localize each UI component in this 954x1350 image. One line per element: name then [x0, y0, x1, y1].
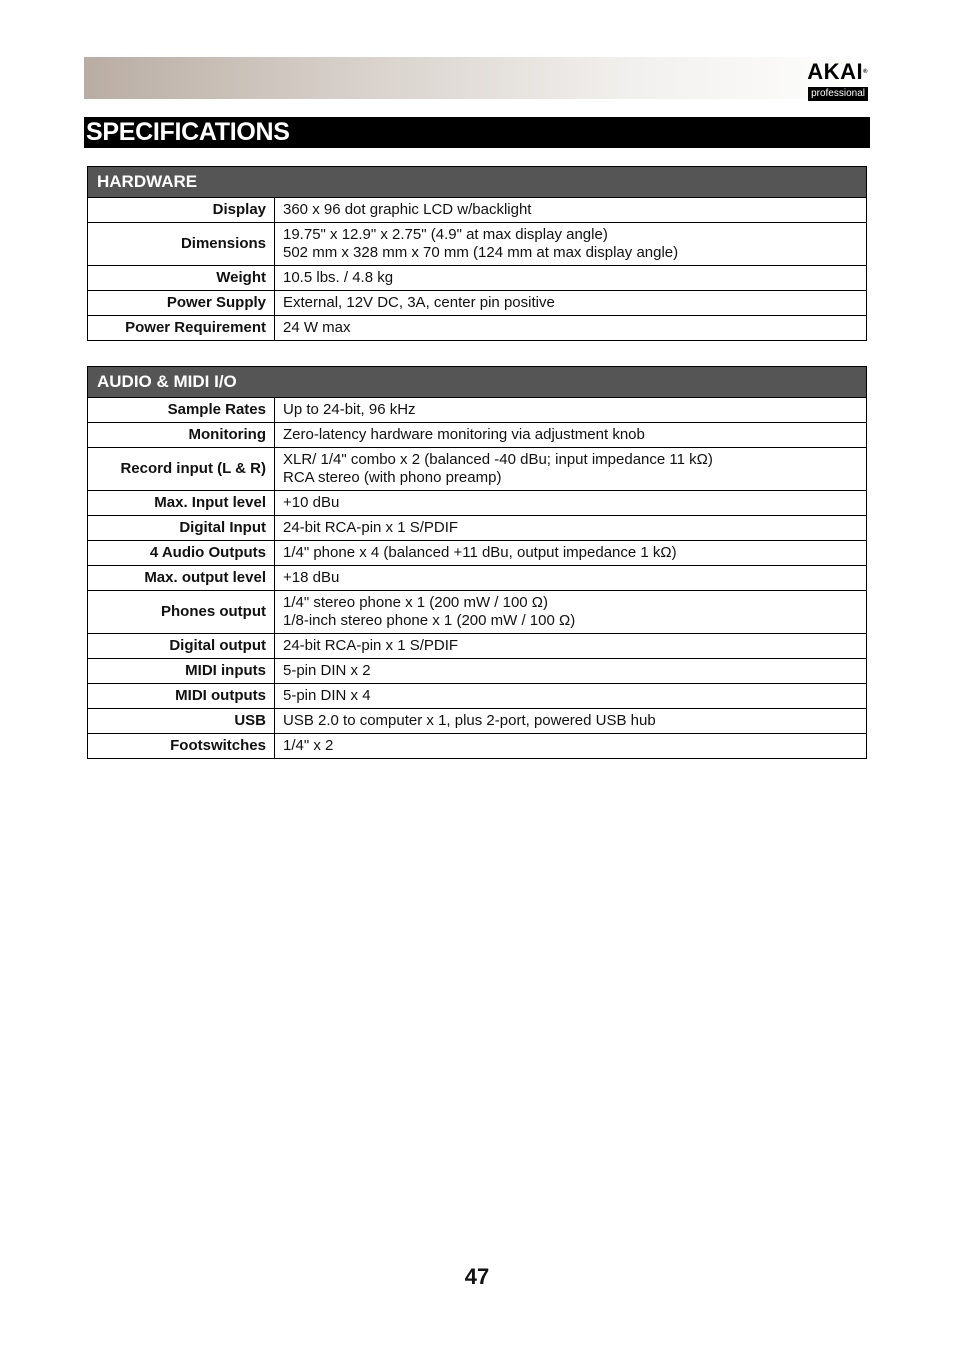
audio-midi-spec-rows — [88, 398, 867, 759]
spec-value — [275, 223, 867, 266]
spec-row — [88, 541, 867, 566]
spec-label: Digital Input — [88, 516, 275, 541]
spec-label: Digital output — [88, 634, 275, 659]
spec-value-line: 5-pin DIN x 2 — [283, 662, 371, 679]
akai-professional-logo — [778, 61, 870, 97]
spec-label: Weight — [88, 266, 275, 291]
hardware-spec-rows — [88, 198, 867, 341]
spec-value-line: RCA stereo (with phono preamp) — [283, 469, 502, 486]
spec-value-line: 1/4" stereo phone x 1 (200 mW / 100 Ω) — [283, 594, 549, 611]
spec-value-line: 502 mm x 328 mm x 70 mm (124 mm at max display angle) — [283, 244, 679, 261]
spec-label: Record input (L & R) — [88, 448, 275, 491]
spec-row — [88, 266, 867, 291]
spec-label: MIDI inputs — [88, 659, 275, 684]
spec-row — [88, 398, 867, 423]
logo-wordmark: AKAI® — [807, 59, 868, 84]
spec-value — [275, 316, 867, 341]
spec-value — [275, 566, 867, 591]
spec-value — [275, 516, 867, 541]
spec-value — [275, 659, 867, 684]
spec-label: 4 Audio Outputs — [88, 541, 275, 566]
hardware-spec-table — [87, 166, 867, 341]
spec-row — [88, 516, 867, 541]
spec-row — [88, 223, 867, 266]
audio-midi-section-header: AUDIO & MIDI I/O — [88, 367, 867, 398]
spec-value-line: XLR/ 1/4" combo x 2 (balanced -40 dBu; input impedance 11 kΩ) — [283, 451, 713, 468]
spec-value — [275, 448, 867, 491]
spec-label: Power Requirement — [88, 316, 275, 341]
spec-row — [88, 423, 867, 448]
spec-row — [88, 634, 867, 659]
spec-row — [88, 316, 867, 341]
audio-midi-spec-table — [87, 366, 867, 759]
spec-label: Max. Input level — [88, 491, 275, 516]
spec-value-line: 24 W max — [283, 319, 351, 336]
spec-value — [275, 709, 867, 734]
spec-row — [88, 491, 867, 516]
spec-label: Dimensions — [88, 223, 275, 266]
spec-value-line: 24-bit RCA-pin x 1 S/PDIF — [283, 519, 459, 536]
spec-row — [88, 709, 867, 734]
spec-row — [88, 198, 867, 223]
spec-value-line: Up to 24-bit, 96 kHz — [283, 401, 416, 418]
spec-value-line: 24-bit RCA-pin x 1 S/PDIF — [283, 637, 459, 654]
spec-value — [275, 684, 867, 709]
spec-value-line: 5-pin DIN x 4 — [283, 687, 371, 704]
spec-row — [88, 291, 867, 316]
spec-label: Sample Rates — [88, 398, 275, 423]
spec-value — [275, 398, 867, 423]
spec-value-line: USB 2.0 to computer x 1, plus 2-port, powered USB hub — [283, 712, 656, 729]
spec-row — [88, 566, 867, 591]
spec-label: Monitoring — [88, 423, 275, 448]
spec-value-line: 1/4" phone x 4 (balanced +11 dBu, output impedance 1 kΩ) — [283, 544, 677, 561]
header-banner — [84, 57, 870, 99]
spec-value — [275, 541, 867, 566]
spec-value — [275, 634, 867, 659]
spec-value — [275, 198, 867, 223]
spec-value — [275, 266, 867, 291]
spec-value-line: Zero-latency hardware monitoring via adjustment knob — [283, 426, 645, 443]
hardware-section-header: HARDWARE — [88, 167, 867, 198]
spec-value — [275, 734, 867, 759]
spec-value — [275, 591, 867, 634]
spec-value-line: 19.75" x 12.9" x 2.75" (4.9" at max display angle) — [283, 226, 608, 243]
spec-value — [275, 491, 867, 516]
spec-value — [275, 423, 867, 448]
spec-label: USB — [88, 709, 275, 734]
logo-subtitle: professional — [808, 87, 868, 101]
spec-value-line: +10 dBu — [283, 494, 340, 511]
spec-label: Display — [88, 198, 275, 223]
spec-label: Phones output — [88, 591, 275, 634]
spec-value-line: 360 x 96 dot graphic LCD w/backlight — [283, 201, 532, 218]
spec-row — [88, 591, 867, 634]
spec-row — [88, 684, 867, 709]
spec-row — [88, 734, 867, 759]
spec-value-line: 1/4" x 2 — [283, 737, 334, 754]
spec-value — [275, 291, 867, 316]
spec-value-line: 10.5 lbs. / 4.8 kg — [283, 269, 394, 286]
page-title: SPECIFICATIONS — [84, 117, 870, 148]
spec-label: Max. output level — [88, 566, 275, 591]
spec-value-line: External, 12V DC, 3A, center pin positive — [283, 294, 555, 311]
spec-label: Footswitches — [88, 734, 275, 759]
spec-label: Power Supply — [88, 291, 275, 316]
spec-value-line: 1/8-inch stereo phone x 1 (200 mW / 100 Ω) — [283, 612, 576, 629]
spec-value-line: +18 dBu — [283, 569, 340, 586]
page-number: 47 — [464, 1264, 490, 1289]
spec-row — [88, 448, 867, 491]
spec-row — [88, 659, 867, 684]
spec-label: MIDI outputs — [88, 684, 275, 709]
